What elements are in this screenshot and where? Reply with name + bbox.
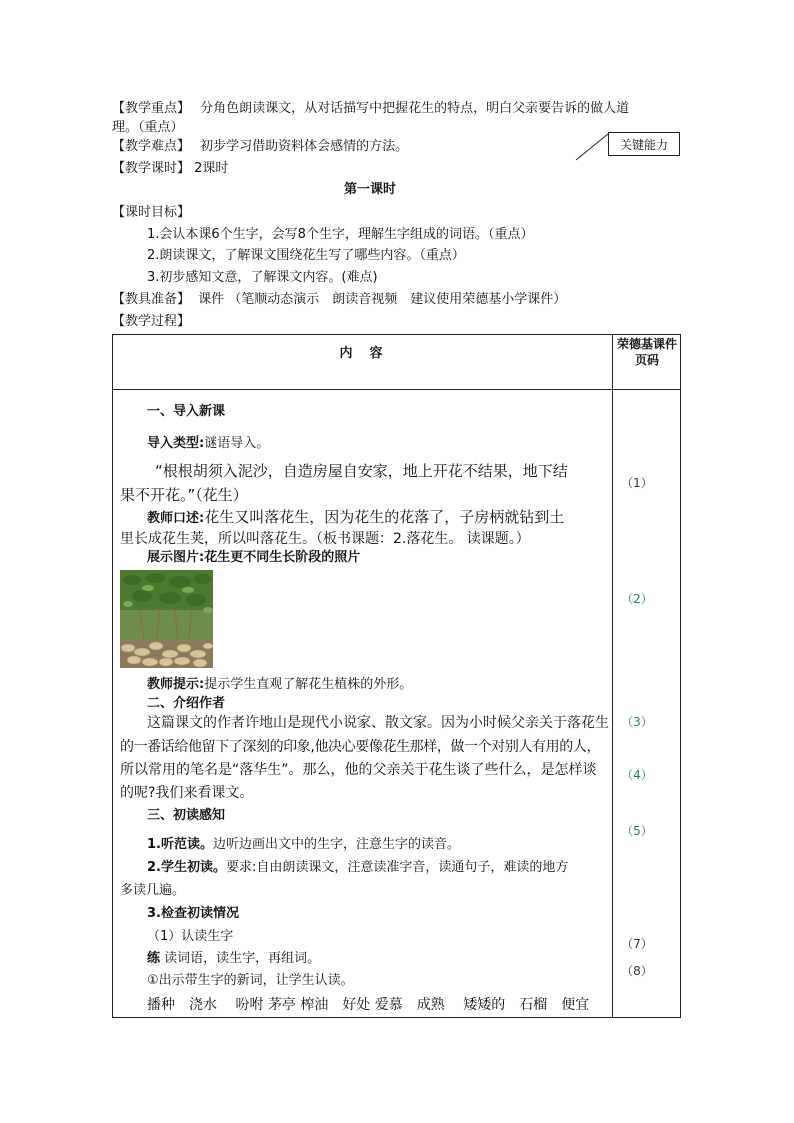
key-ability-callout: 关键能力	[608, 132, 680, 156]
key-points-line-2: 理。（重点）	[112, 120, 184, 135]
table-header-side: 荣德基课件页码	[616, 337, 677, 367]
table-header-divider	[112, 389, 681, 390]
hours-line	[112, 160, 228, 178]
listen-label: 1.听范读。	[147, 837, 213, 852]
listen-text: 边听边画出文中的生字，注意生字的读音。	[212, 837, 460, 852]
section-2-title: 二、介绍作者	[147, 696, 226, 711]
practice-text: 读词语，读生字，再组词。	[164, 951, 321, 966]
author-line-3: 所以常用的笔名是“落华生”。那么，他的父亲关于花生谈了些什么，是怎样谈	[120, 762, 597, 778]
show-words-line: ①出示带生字的新词，让学生认读。	[147, 973, 354, 988]
hours-label: 【教学课时】	[112, 161, 191, 176]
author-line-2: 的一番话给他留下了深刻的印象,他决心要像花生那样，做一个对别人有用的人，	[120, 739, 601, 755]
intro-type-line	[147, 435, 269, 453]
page-ref-3: （3）	[621, 715, 653, 729]
practice-line	[147, 950, 320, 968]
tools-label: 【教具准备】	[112, 292, 191, 307]
key-points-label: 【教学重点】	[112, 101, 191, 116]
difficult-text: 初步学习借助资料体会感情的方法。	[200, 139, 409, 154]
student-line-2: 多读几遍。	[120, 883, 186, 898]
page-ref-4: （4）	[621, 768, 653, 782]
goal-item-3: 3.初步感知文意，了解课文内容。(难点)	[147, 270, 378, 285]
check-label: 3.检查初读情况	[147, 906, 239, 921]
teacher-line-1	[147, 506, 617, 530]
tools-text: 课件 （笔顺动态演示 朗读音视频 建议使用荣德基小学课件）	[198, 292, 567, 307]
goals-label: 【课时目标】	[112, 205, 191, 220]
tools-line	[112, 291, 566, 309]
check-sub: （1）认读生字	[147, 929, 234, 944]
lesson-title: 第一课时	[343, 182, 396, 197]
author-line-1: 这篇课文的作者许地山是现代小说家、散文家。因为小时候父亲关于落花生	[147, 715, 609, 731]
show-image-text: 花生更不同生长阶段的照片	[204, 550, 361, 565]
difficult-label: 【教学难点】	[112, 139, 191, 154]
goal-item-2: 2.朗读课文，了解课文围绕花生写了哪些内容。（重点）	[147, 248, 465, 263]
student-line-1	[147, 859, 568, 877]
section-3-title: 三、初读感知	[147, 808, 226, 823]
table-header-content: 内 容	[339, 346, 385, 361]
hint-line	[147, 676, 412, 694]
hint-label: 教师提示:	[147, 677, 205, 692]
table-column-divider	[612, 334, 613, 1018]
show-image-line	[147, 549, 360, 567]
hours-text: 2课时	[194, 161, 229, 176]
peanut-plant-photo	[120, 570, 213, 668]
hint-text: 提示学生直观了解花生植株的外形。	[204, 677, 413, 692]
show-image-label: 展示图片:	[147, 550, 205, 565]
page-ref-5: （5）	[621, 824, 653, 838]
author-line-4: 的呢?我们来看课文。	[120, 785, 254, 801]
listen-line	[147, 836, 460, 854]
word-list: 播种 浇水 吩咐 茅亭 榨油 好处 爱慕 成熟 矮矮的 石榴 便宜	[147, 997, 590, 1013]
callout-pointer-line	[574, 132, 610, 162]
key-points-line-1	[112, 100, 629, 118]
practice-label: 练	[147, 951, 161, 966]
page-ref-7: （7）	[621, 937, 653, 951]
intro-type-label: 导入类型:	[147, 436, 205, 451]
process-label: 【教学过程】	[112, 314, 191, 329]
page-ref-2: （2）	[621, 592, 653, 606]
riddle-line-1: “根根胡须入泥沙，自造房屋自安家，地上开花不结果，地下结	[155, 462, 568, 480]
key-points-text: 分角色朗读课文，从对话描写中把握花生的特点，明白父亲要告诉的做人道	[200, 101, 630, 116]
student-label: 2.学生初读。	[147, 860, 226, 875]
goal-item-1: 1.会认本课6个生字，会写8个生字，理解生字组成的词语。（重点）	[147, 227, 534, 242]
page-ref-8: （8）	[621, 964, 653, 978]
teacher-label: 教师口述:	[147, 511, 205, 526]
intro-type-text: 谜语导入。	[204, 436, 270, 451]
riddle-line-2: 果不开花。”（花生）	[120, 486, 248, 504]
teacher-line-2: 里长成花生荚，所以叫落花生。（板书课题：2.落花生。 读课题。）	[120, 531, 530, 547]
student-text-1: 要求:自由朗读课文，注意读准字音，读通句子，难读的地方	[225, 860, 569, 875]
section-1-title: 一、导入新课	[147, 404, 226, 419]
page-ref-1: （1）	[621, 476, 653, 490]
teacher-text-1: 花生又叫落花生，因为花生的花落了，子房柄就钻到土	[204, 508, 565, 526]
difficult-line	[112, 138, 408, 156]
